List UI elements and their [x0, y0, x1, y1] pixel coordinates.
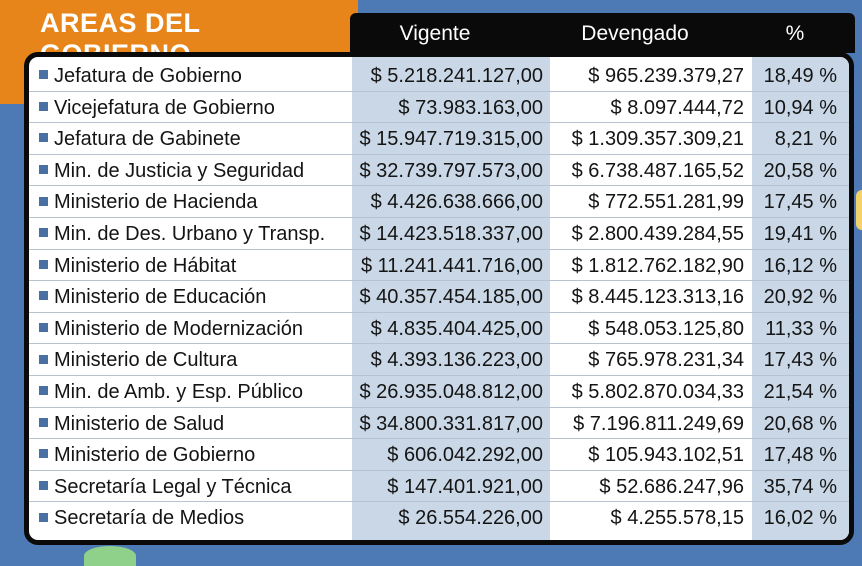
percent-value: 18,49 %: [763, 65, 837, 87]
percent-value: 16,12 %: [763, 254, 837, 277]
area-name: Jefatura de Gobierno: [54, 65, 242, 87]
percent-value: 17,45 %: [763, 191, 837, 214]
area-name: Secretaría de Medios: [54, 507, 245, 530]
header-vigente: Vigente: [399, 22, 471, 45]
area-name: Min. de Amb. y Esp. Público: [54, 381, 304, 403]
header-devengado: Devengado: [581, 22, 689, 45]
table-row: [29, 344, 849, 376]
square-bullet-icon: [39, 386, 48, 395]
percent-value: 11,33 %: [765, 317, 837, 340]
vigente-value: $ 4.393.136.223,00: [370, 349, 543, 372]
percent-value: 17,48 %: [763, 444, 837, 467]
area-cell: [39, 471, 292, 502]
devengado-value: $ 965.239.379,27: [588, 65, 744, 87]
percent-value: 19,41 %: [763, 223, 837, 245]
vigente-value: $ 147.401.921,00: [387, 475, 543, 498]
area-cell: [39, 155, 304, 186]
vigente-value: $ 15.947.719.315,00: [359, 128, 543, 151]
area-name: Ministerio de Modernización: [54, 317, 304, 340]
table-row: [29, 92, 849, 124]
table-row: [29, 313, 849, 345]
header-percent: %: [785, 22, 805, 45]
devengado-value: $ 548.053.125,80: [588, 317, 744, 340]
area-cell: [39, 376, 303, 407]
percent-value: 20,68 %: [763, 412, 837, 435]
vigente-value: $ 606.042.292,00: [387, 444, 543, 467]
percent-value: 21,54 %: [763, 381, 837, 403]
table-row: [29, 281, 849, 313]
table-row: [29, 408, 849, 440]
area-cell: [39, 344, 237, 375]
devengado-value: $ 8.445.123.313,16: [571, 286, 744, 309]
devengado-value: $ 1.309.357.309,21: [571, 128, 744, 151]
vigente-value: $ 32.739.797.573,00: [359, 159, 543, 182]
area-name: Ministerio de Salud: [54, 412, 225, 435]
table-row: [29, 376, 849, 408]
devengado-value: $ 52.686.247,96: [599, 475, 744, 498]
devengado-value: $ 1.812.762.182,90: [571, 254, 744, 277]
percent-value: 35,74 %: [763, 475, 837, 498]
vigente-value: $ 14.423.518.337,00: [359, 223, 543, 245]
area-name: Ministerio de Hábitat: [54, 254, 237, 277]
vigente-value: $ 5.218.241.127,00: [370, 65, 543, 87]
percent-value: 8,21 %: [774, 128, 837, 151]
square-bullet-icon: [39, 133, 48, 142]
area-name: Secretaría Legal y Técnica: [54, 475, 292, 498]
square-bullet-icon: [39, 197, 48, 206]
vigente-value: $ 34.800.331.817,00: [359, 412, 543, 435]
square-bullet-icon: [39, 513, 48, 522]
column-header-bar: [350, 13, 855, 53]
devengado-value: $ 765.978.231,34: [588, 349, 744, 372]
devengado-value: $ 5.802.870.034,33: [571, 381, 744, 403]
devengado-value: $ 7.196.811.249,69: [573, 412, 744, 435]
square-bullet-icon: [39, 260, 48, 269]
square-bullet-icon: [39, 228, 48, 237]
vigente-value: $ 4.426.638.666,00: [370, 191, 543, 214]
percent-value: 20,92 %: [763, 286, 837, 309]
vigente-value: $ 40.357.454.185,00: [359, 286, 543, 309]
square-bullet-icon: [39, 323, 48, 332]
budget-table: [24, 52, 854, 545]
area-cell: [39, 281, 266, 312]
page-title: AREAS DEL: [40, 8, 201, 38]
area-cell: [39, 92, 275, 123]
percent-value: 16,02 %: [763, 507, 837, 530]
table-row: [29, 123, 849, 155]
percent-value: 20,58 %: [763, 159, 837, 182]
vigente-value: $ 4.835.404.425,00: [370, 317, 543, 340]
devengado-value: $ 6.738.487.165,52: [571, 159, 744, 182]
percent-value: 17,43 %: [763, 349, 837, 372]
area-name: Min. de Des. Urbano y Transp.: [54, 223, 326, 245]
square-bullet-icon: [39, 70, 48, 79]
area-cell: [39, 218, 325, 249]
table-row: [29, 250, 849, 282]
area-name: Min. de Justicia y Seguridad: [54, 159, 305, 182]
area-cell: [39, 186, 257, 217]
square-bullet-icon: [39, 449, 48, 458]
area-cell: [39, 60, 242, 91]
devengado-value: $ 8.097.444,72: [610, 96, 744, 119]
percent-value: 10,94 %: [763, 96, 837, 119]
table-row: [29, 60, 849, 92]
table-row: [29, 471, 849, 503]
devengado-value: $ 772.551.281,99: [588, 191, 744, 214]
table-row: [29, 155, 849, 187]
vigente-value: $ 73.983.163,00: [398, 96, 543, 119]
area-name: Ministerio de Hacienda: [54, 191, 258, 214]
square-bullet-icon: [39, 291, 48, 300]
square-bullet-icon: [39, 481, 48, 490]
vigente-value: $ 26.935.048.812,00: [359, 381, 543, 403]
devengado-value: $ 105.943.102,51: [588, 444, 744, 467]
devengado-value: $ 2.800.439.284,55: [571, 223, 744, 245]
square-bullet-icon: [39, 165, 48, 174]
area-cell: [39, 439, 255, 470]
area-cell: [39, 313, 303, 344]
vigente-value: $ 11.241.441.716,00: [360, 254, 543, 277]
table-row: [29, 186, 849, 218]
area-cell: [39, 250, 236, 281]
area-cell: [39, 123, 241, 154]
square-bullet-icon: [39, 355, 48, 364]
table-row: [29, 502, 849, 534]
area-name: Ministerio de Gobierno: [54, 444, 256, 467]
area-name: Vicejefatura de Gobierno: [54, 96, 275, 119]
area-cell: [39, 408, 224, 439]
area-name: Jefatura de Gabinete: [54, 128, 241, 151]
vigente-value: $ 26.554.226,00: [398, 507, 543, 530]
table-row: [29, 439, 849, 471]
devengado-value: $ 4.255.578,15: [610, 507, 744, 530]
square-bullet-icon: [39, 102, 48, 111]
decorative-shape: [856, 190, 862, 230]
square-bullet-icon: [39, 418, 48, 427]
table-row: [29, 218, 849, 250]
area-cell: [39, 502, 244, 533]
area-name: Ministerio de Cultura: [54, 349, 238, 372]
area-name: Ministerio de Educación: [54, 286, 267, 309]
decorative-shape: [84, 546, 136, 566]
